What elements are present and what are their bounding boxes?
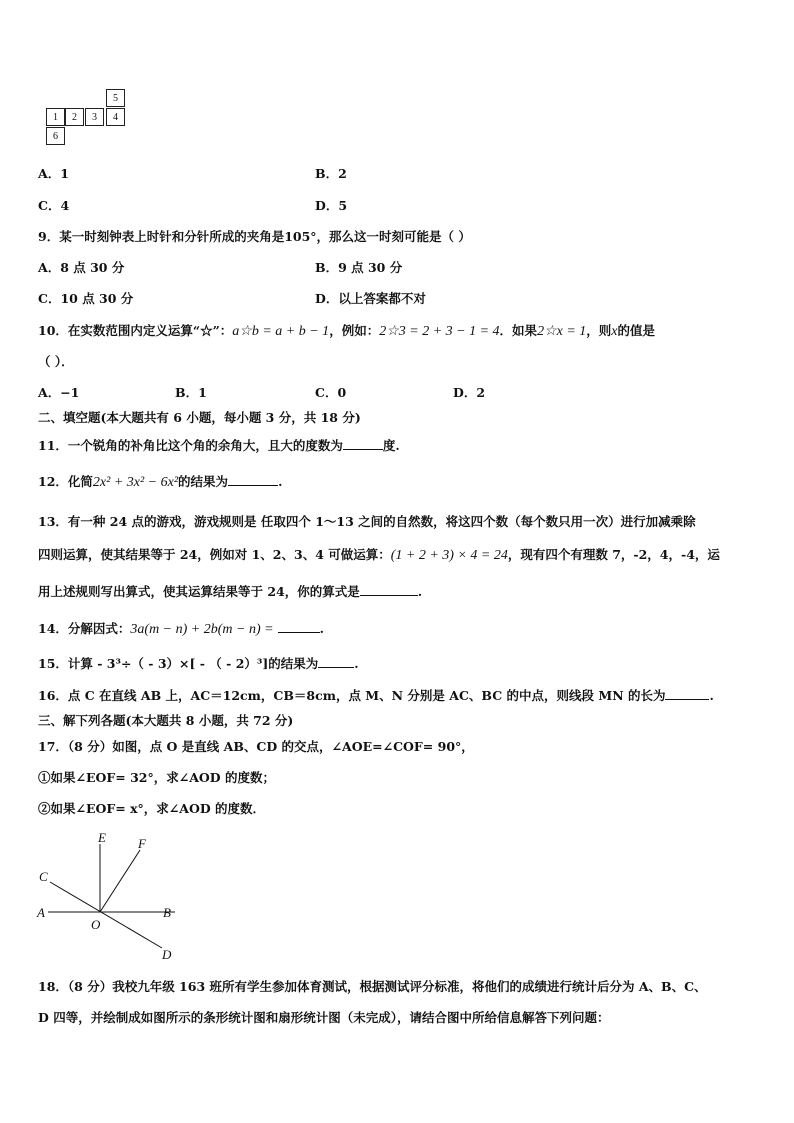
q17-part1: ①如果∠EOF= 32°，求∠AOD 的度数； (38, 770, 275, 785)
ray-of (100, 850, 140, 912)
q10-definition: a☆b = a + b − 1 (232, 324, 330, 339)
label-b: B (163, 905, 171, 920)
q11-tail: 度. (382, 438, 400, 453)
q10-stem-c: ．如果 (499, 323, 538, 338)
q10-stem-a: 10．在实数范围内定义运算“☆”： (38, 323, 233, 338)
q13-line3 (38, 583, 422, 600)
q16-answer-blank[interactable] (665, 687, 709, 700)
q13-line3-text: 用上述规则写出算式，使其运算结果等于 24，你的算式是 (38, 584, 360, 599)
q9-stem: 9．某一时刻钟表上时针和分针所成的夹角是105°，那么这一时刻可能是（ ） (38, 229, 471, 244)
q14 (38, 620, 324, 638)
q10-stem (38, 323, 655, 340)
q15-tail: . (354, 656, 359, 671)
q16-text: 16．点 C 在直线 AB 上，AC＝12cm，CB＝8cm，点 M、N 分别是 AC、BC 的中点，则线段 MN 的长为 (38, 688, 666, 703)
net-cell: 4 (106, 108, 125, 126)
q14-answer-blank[interactable] (278, 620, 320, 633)
q12-expression: 2x² + 3x² − 6x² (92, 475, 179, 490)
q11 (38, 437, 400, 454)
section-3-heading: 三、解下列各题(本大题共 8 小题，共 72 分) (38, 713, 294, 728)
q13-example-expression: (1 + 2 + 3) × 4 = 24 (390, 548, 508, 563)
q11-answer-blank[interactable] (343, 437, 383, 450)
q13-line2 (38, 547, 720, 564)
q13-line1: 13．有一种 24 点的游戏，游戏规则是 任取四个 1～13 之间的自然数，将这四个数（每个数只用一次）进行加减乘除 (38, 514, 696, 529)
label-a: A (37, 905, 45, 920)
q10-condition: 2☆x = 1 (537, 324, 587, 339)
q10-stem-line2: （ ）． (38, 354, 74, 369)
section-2-heading: 二、填空题(本大题共有 6 小题，每小题 3 分，共 18 分) (38, 410, 361, 425)
label-e: E (98, 830, 106, 845)
q17-stem: 17．（8 分）如图，点 O 是直线 AB、CD 的交点，∠AOE=∠COF= 90°， (38, 739, 474, 754)
q10-option-a[interactable]: A．−1 (38, 385, 80, 400)
q18-line1: 18．（8 分）我校九年级 163 班所有学生参加体育测试，根据测试评分标准，将他们的成绩进行统计后分为 A、B、C、 (38, 979, 707, 994)
q14-pre: 14．分解因式： (38, 621, 131, 636)
q17-angle-figure (30, 830, 200, 965)
line-cd (50, 882, 162, 948)
net-cell: 3 (85, 108, 104, 126)
label-c: C (39, 869, 48, 884)
label-d: D (162, 947, 172, 962)
q8-option-d[interactable]: D．5 (315, 198, 348, 213)
q11-text: 11．一个锐角的补角比这个角的余角大，且大的度数为 (38, 438, 343, 453)
q8-option-b[interactable]: B．2 (315, 166, 347, 181)
label-f: F (138, 836, 146, 851)
q15-text: 15．计算 - 3³÷（ - 3）×[ - （ - 2）³]的结果为 (38, 656, 319, 671)
q10-option-c[interactable]: C．0 (315, 385, 347, 400)
q12-tail: . (278, 474, 283, 489)
q10-stem-b: ，例如： (329, 323, 380, 338)
q12-answer-blank[interactable] (228, 473, 278, 486)
q10-option-d[interactable]: D．2 (453, 385, 486, 400)
q15-answer-blank[interactable] (318, 655, 354, 668)
label-o: O (91, 917, 101, 932)
q16-tail: . (709, 688, 714, 703)
q16 (38, 687, 714, 704)
q13-answer-blank[interactable] (360, 583, 418, 596)
q14-expression: 3a(m − n) + 2b(m − n) = (130, 622, 274, 637)
q14-tail: . (319, 621, 324, 636)
q10-stem-d: ，则 (586, 323, 612, 338)
q17-part2: ②如果∠EOF= x°，求∠AOD 的度数． (38, 801, 266, 816)
q10-variable: x (611, 324, 618, 339)
q15 (38, 655, 359, 672)
q9-option-d[interactable]: D．以上答案都不对 (315, 291, 426, 306)
net-cell: 1 (46, 108, 65, 126)
q12 (38, 473, 282, 491)
q10-example: 2☆3 = 2 + 3 − 1 = 4 (379, 324, 500, 339)
q10-option-b[interactable]: B．1 (175, 385, 207, 400)
q13-line2-pre: 四则运算，使其结果等于 24，例如对 1、2、3、4 可做运算： (38, 547, 391, 562)
net-cell: 2 (65, 108, 84, 126)
q13-line2-post: ，现有四个有理数 7，-2，4，-4，运 (507, 547, 720, 562)
q13-line3-tail: . (417, 584, 423, 599)
q9-option-b[interactable]: B．9 点 30 分 (315, 260, 403, 275)
q12-post: 的结果为 (178, 474, 229, 489)
q12-pre: 12．化简 (38, 474, 93, 489)
q8-option-a[interactable]: A．1 (38, 166, 69, 181)
q18-line2: D 四等，并绘制成如图所示的条形统计图和扇形统计图（未完成），请结合图中所给信息解答下列问题： (38, 1010, 610, 1025)
q9-option-c[interactable]: C．10 点 30 分 (38, 291, 134, 306)
q8-option-c[interactable]: C．4 (38, 198, 70, 213)
net-cell: 5 (106, 89, 125, 107)
q9-option-a[interactable]: A．8 点 30 分 (38, 260, 125, 275)
net-cell: 6 (46, 127, 65, 145)
q10-stem-e: 的值是 (617, 323, 656, 338)
